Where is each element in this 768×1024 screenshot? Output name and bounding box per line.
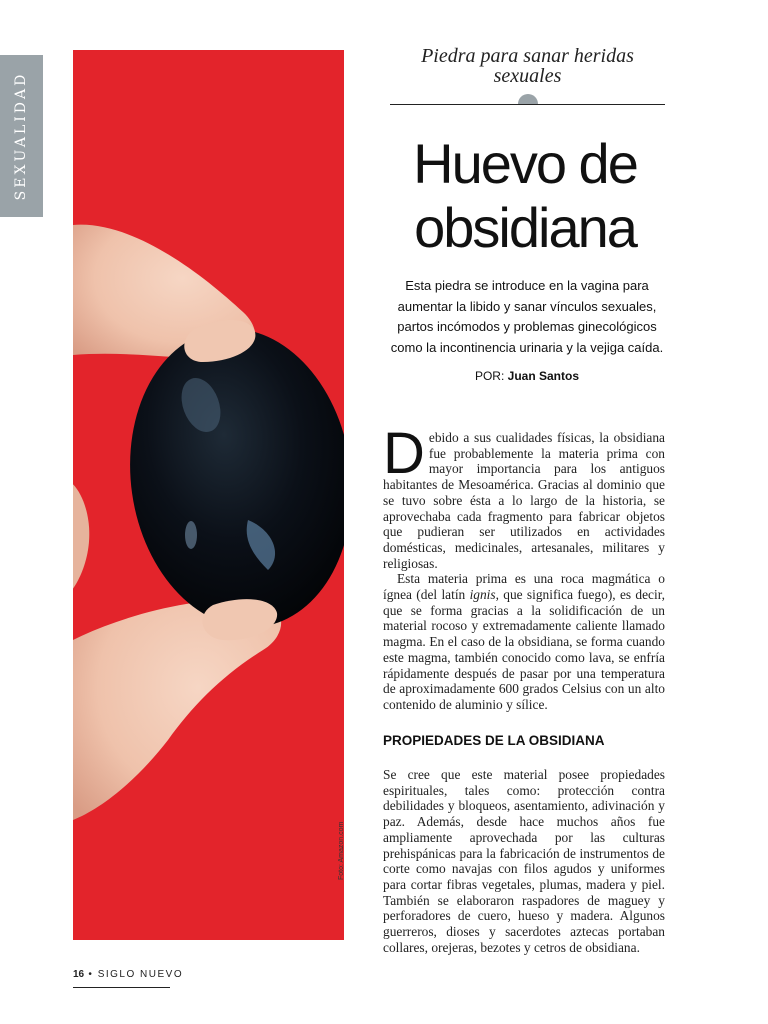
article-kicker: Piedra para sanar heridas sexuales: [421, 45, 634, 87]
section-tab: [0, 55, 43, 217]
section-subhead: PROPIEDADES DE LA OBSIDIANA: [383, 733, 605, 748]
photo-credit: Foto: Amazon.com: [338, 821, 345, 880]
paragraph-1-text: ebido a sus cualidades físicas, la obsidiana fue probablemente la materia prima con mayor importancia para los antiguos habitantes de Mesoamérica. Gracias al dominio que se tuvo sobre ésta a lo largo de la historia, se aprovechaba cada fragmento para fabricar objetos que pudieran ser utilizados en actividades domésticas, medicinales, artesanales, militares y religiosas.: [383, 430, 665, 571]
page-number: 16: [73, 969, 85, 980]
article-deck: Esta piedra se introduce en la vagina para aumentar la libido y sanar vínculos sexuales, partos incómodos y problemas ginecológicos como la incontinencia urinaria y la vejiga caída.: [390, 278, 664, 355]
page-folio: [73, 969, 183, 980]
paragraph-2-text-b: , que significa fuego), es decir, que se forma gracias a la solidificación de un material rocoso y extremadamente caliente llamado magma. En el caso de la obsidiana, se forma cuando este magma, también conocido como lava, se enfría rápidamente después de pasar por una temperatura de aproximadamente 600 grados Celsius con un alto contenido de aluminio y sílice.: [383, 587, 665, 712]
headline-line-2: obsidiana: [414, 196, 636, 259]
article-photo: [73, 50, 344, 940]
byline-prefix: POR:: [474, 369, 505, 383]
article-body: [383, 421, 665, 713]
paragraph-2-text-a: Esta materia prima es una roca magmática o ígnea (del latín: [383, 571, 665, 603]
byline-author: Juan Santos: [507, 369, 580, 383]
publication-name: SIGLO NUEVO: [97, 969, 184, 980]
folio-separator: •: [88, 969, 94, 980]
obsidian-egg: [111, 314, 344, 642]
kicker-divider: [390, 104, 665, 105]
body-paragraph-2: [383, 571, 665, 712]
byline: [388, 369, 666, 383]
article-headline: [380, 132, 670, 260]
kicker-ornament: [518, 94, 538, 104]
body-paragraph-1: [383, 421, 665, 571]
drop-cap: D: [383, 421, 425, 486]
headline-line-1: Huevo de: [413, 132, 637, 195]
latin-term: ignis: [469, 587, 496, 603]
obsidian-egg-photo: [73, 50, 344, 940]
folio-divider: [73, 987, 170, 988]
section-label: SEXUALIDAD: [13, 71, 29, 201]
body-paragraph-3: Se cree que este material posee propiedades espirituales, tales como: protección contra debilidades y bloqueos, asentamiento, adivinación y paz. Además, desde hace muchos años fue ampliamente aprovechada por las culturas prehispánicas para la fabricación de instrumentos de corte como navajas con filos agudos y uniformes para cortar fibras vegetales, plumas, madera y piel. También se elaboraron raspadores de maguey y perforadores de cuero, hueso y madera. Algunos guerreros, dioses y sacerdotes aztecas portaban collares, orejeras, bezotes y cetros de obsidiana.: [383, 767, 665, 955]
article-body-2: [383, 767, 665, 955]
